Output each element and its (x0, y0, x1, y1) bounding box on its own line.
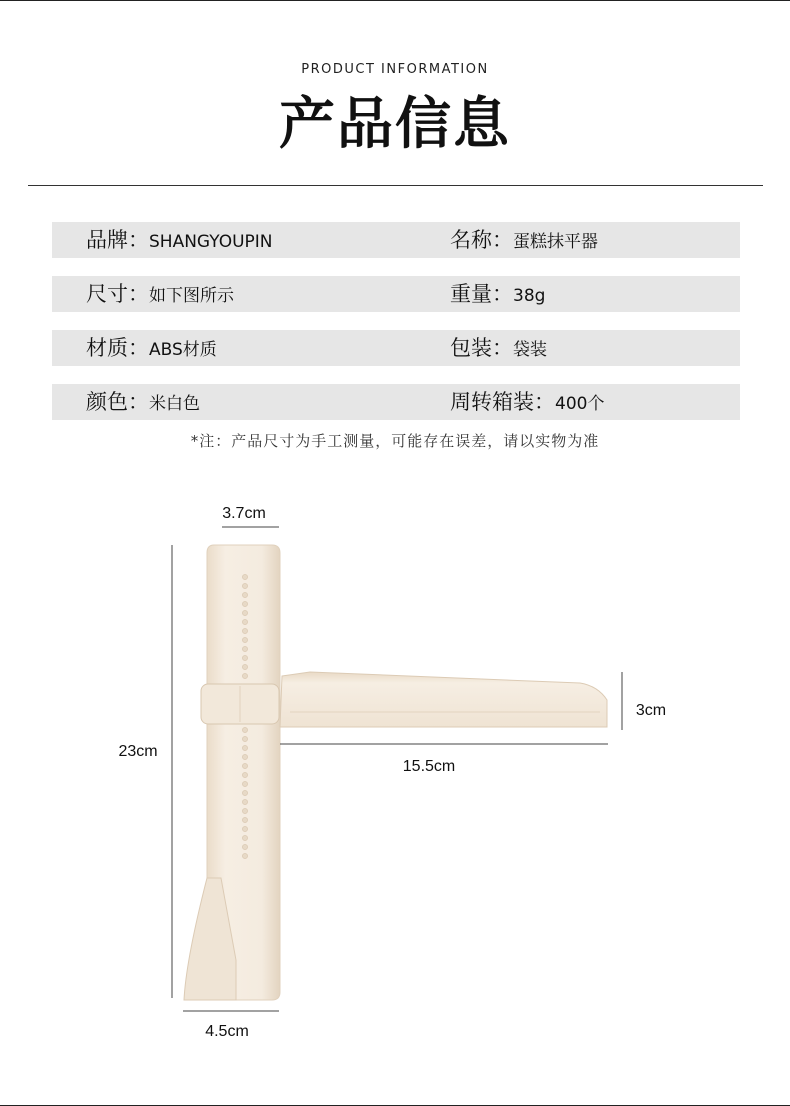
weight-label: 重量： (450, 282, 513, 306)
brand-label: 品牌： (86, 228, 149, 252)
size-label: 尺寸： (86, 282, 149, 306)
scraper-blade (280, 672, 607, 727)
brand-value: SHANGYOUPIN (149, 232, 273, 252)
section-subtitle: PRODUCT INFORMATION (301, 62, 489, 77)
color-value: 米白色 (149, 394, 200, 414)
material-label: 材质： (86, 336, 149, 360)
box-quantity-label: 周转箱装： (450, 390, 555, 414)
dim-label-bottom-width: 4.5cm (205, 1023, 249, 1040)
material-value: ABS材质 (149, 340, 217, 360)
dim-label-top-width: 3.7cm (222, 505, 266, 522)
name-label: 名称： (450, 228, 513, 252)
package-label: 包装： (450, 336, 513, 360)
size-value: 如下图所示 (149, 286, 234, 306)
box-quantity-value: 400个 (555, 394, 605, 414)
dim-label-height: 23cm (118, 743, 158, 760)
measurement-note: *注：产品尺寸为手工测量，可能存在误差，请以实物为准 (190, 432, 600, 450)
section-title: 产品信息 (279, 92, 511, 157)
weight-value: 38g (513, 286, 546, 306)
color-label: 颜色： (86, 390, 149, 414)
package-value: 袋装 (513, 340, 547, 360)
dim-label-blade-height: 3cm (635, 702, 667, 719)
dim-label-blade-length: 15.5cm (402, 758, 456, 775)
name-value: 蛋糕抹平器 (513, 232, 598, 252)
